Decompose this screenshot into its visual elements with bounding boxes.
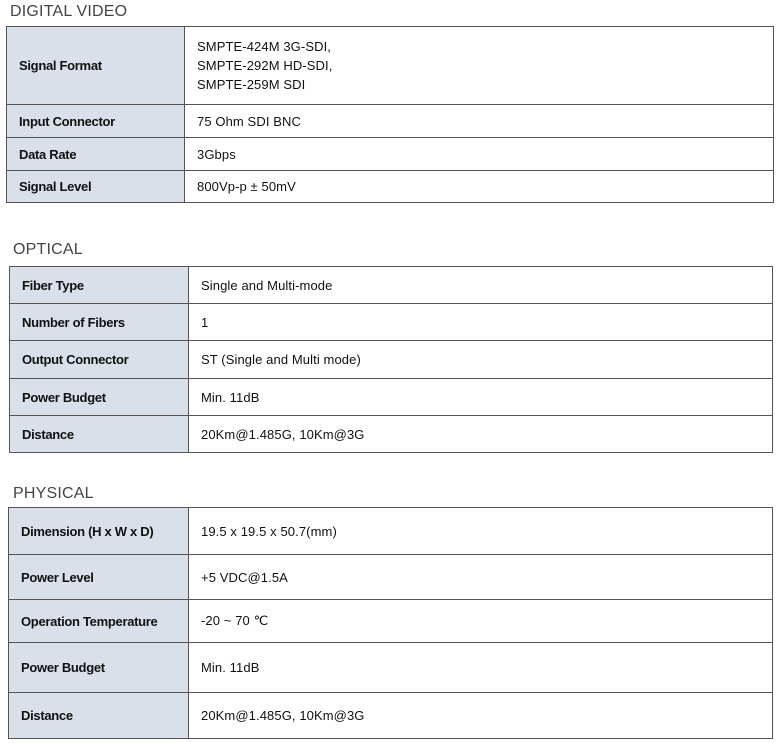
row-label: Number of Fibers bbox=[10, 304, 189, 341]
section-title-physical: PHYSICAL bbox=[13, 485, 94, 502]
row-value: -20 ~ 70 ℃ bbox=[189, 600, 773, 643]
row-label: Power Budget bbox=[10, 379, 189, 416]
row-value: 3Gbps bbox=[185, 138, 774, 171]
row-value: 75 Ohm SDI BNC bbox=[185, 105, 774, 138]
section-title-optical: OPTICAL bbox=[13, 241, 83, 258]
table-row bbox=[9, 643, 773, 693]
row-label: Signal Level bbox=[7, 171, 185, 203]
table-row bbox=[10, 379, 773, 416]
table-row bbox=[7, 138, 774, 171]
row-value: 19.5 x 19.5 x 50.7(mm) bbox=[189, 508, 773, 555]
row-value: 20Km@1.485G, 10Km@3G bbox=[189, 416, 773, 453]
table-row bbox=[10, 267, 773, 304]
table-row bbox=[9, 508, 773, 555]
table-row bbox=[10, 416, 773, 453]
row-value: 1 bbox=[189, 304, 773, 341]
value-line: SMPTE-292M HD-SDI, bbox=[197, 58, 333, 73]
row-value: 800Vp-p ± 50mV bbox=[185, 171, 774, 203]
optical-table bbox=[9, 266, 773, 453]
section-title-digital-video: DIGITAL VIDEO bbox=[10, 3, 128, 20]
row-value: Single and Multi-mode bbox=[189, 267, 773, 304]
value-line: SMPTE-424M 3G-SDI, bbox=[197, 39, 331, 54]
value-line: SMPTE-259M SDI bbox=[197, 77, 306, 92]
table-row bbox=[7, 27, 774, 105]
row-label: Power Budget bbox=[9, 643, 189, 693]
row-label: Distance bbox=[9, 693, 189, 739]
physical-table bbox=[8, 507, 773, 739]
table-row bbox=[10, 341, 773, 379]
row-value: Min. 11dB bbox=[189, 643, 773, 693]
row-label: Distance bbox=[10, 416, 189, 453]
row-label: Input Connector bbox=[7, 105, 185, 138]
row-value: ST (Single and Multi mode) bbox=[189, 341, 773, 379]
row-label: Output Connector bbox=[10, 341, 189, 379]
table-row bbox=[9, 693, 773, 739]
row-label: Operation Temperature bbox=[9, 600, 189, 643]
row-value: 20Km@1.485G, 10Km@3G bbox=[189, 693, 773, 739]
row-value: Min. 11dB bbox=[189, 379, 773, 416]
table-row bbox=[7, 171, 774, 203]
row-value bbox=[185, 27, 774, 105]
row-value: +5 VDC@1.5A bbox=[189, 555, 773, 600]
digital-video-table bbox=[6, 26, 774, 203]
table-row bbox=[9, 555, 773, 600]
row-label: Signal Format bbox=[7, 27, 185, 105]
row-label: Data Rate bbox=[7, 138, 185, 171]
table-row bbox=[7, 105, 774, 138]
row-label: Dimension (H x W x D) bbox=[9, 508, 189, 555]
table-row bbox=[10, 304, 773, 341]
row-label: Fiber Type bbox=[10, 267, 189, 304]
table-row bbox=[9, 600, 773, 643]
row-label: Power Level bbox=[9, 555, 189, 600]
